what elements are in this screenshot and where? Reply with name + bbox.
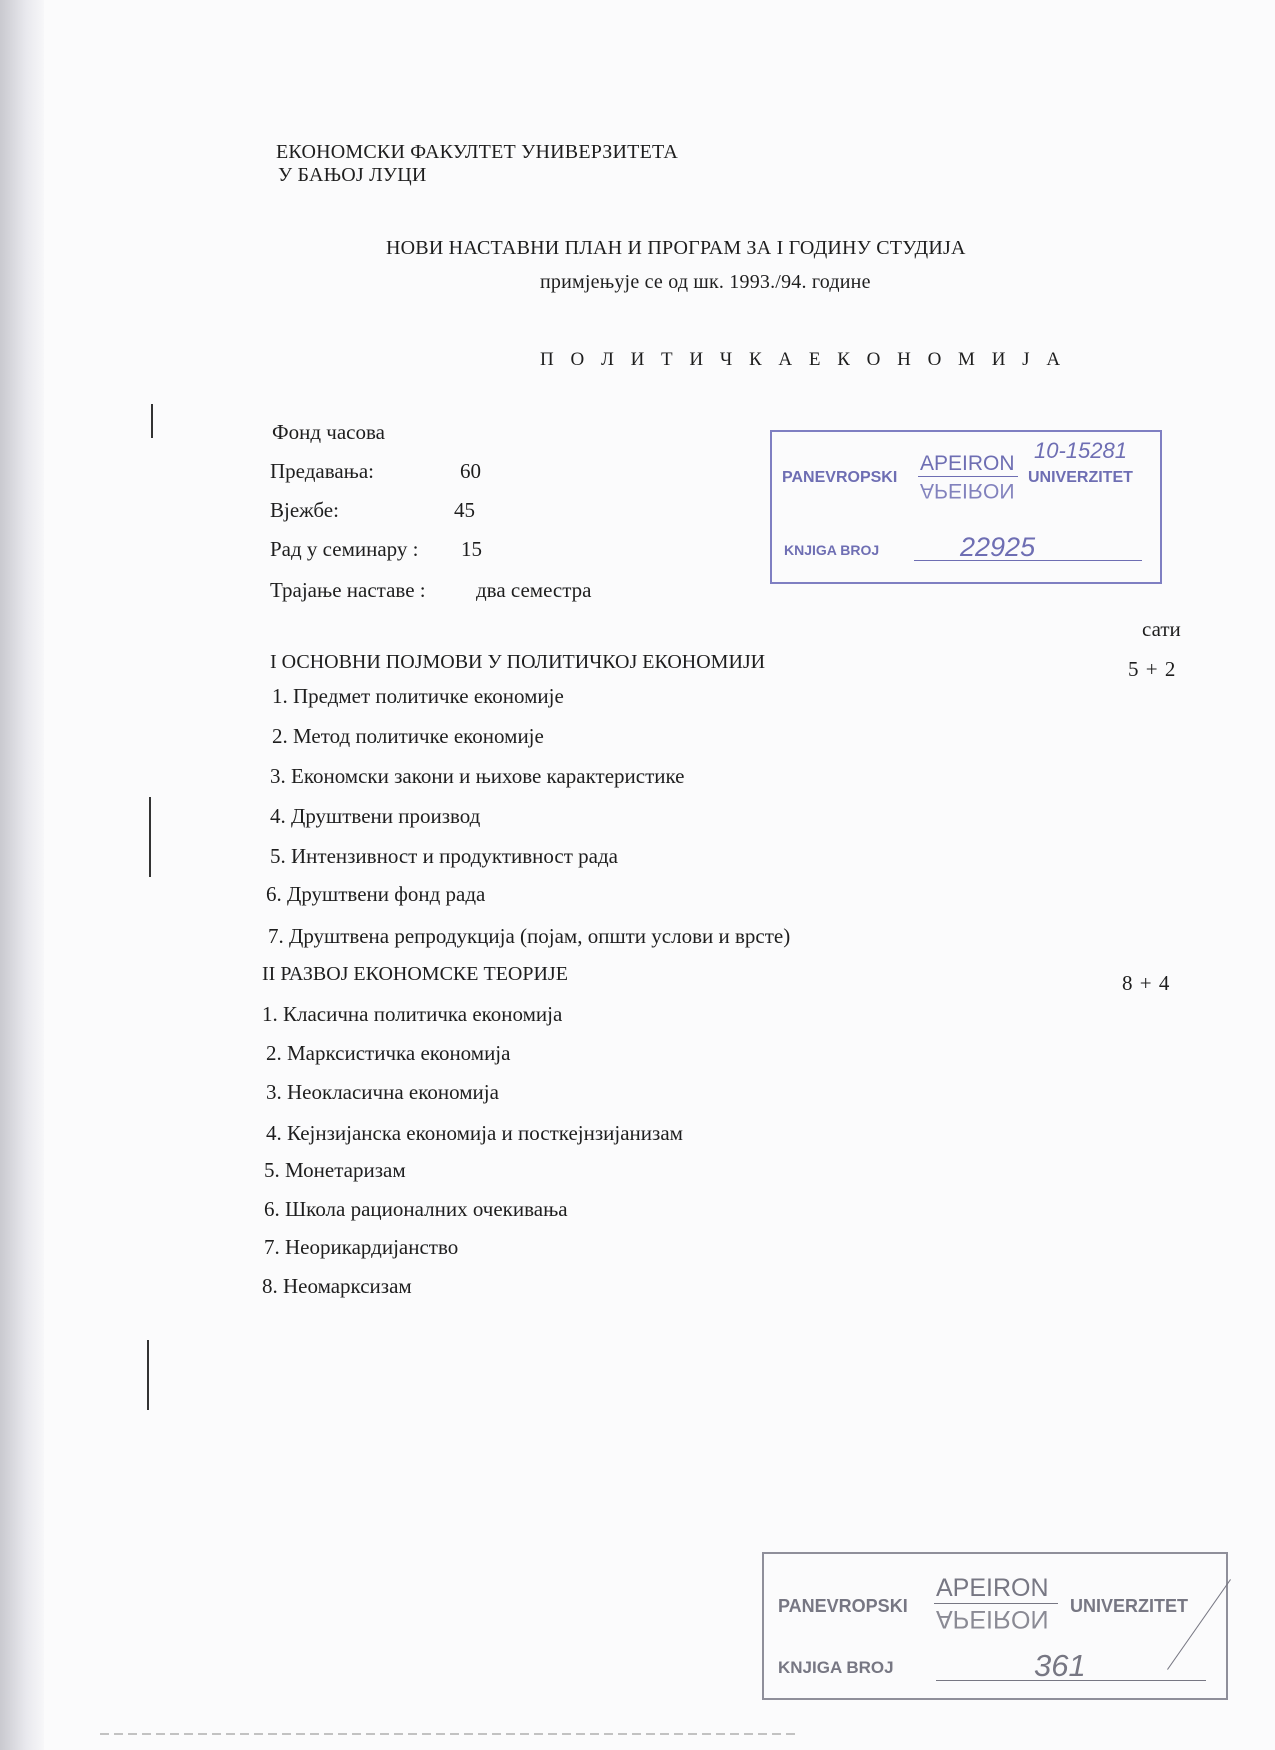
lectures-label: Предавања: [270, 459, 375, 483]
stamp-right-word: UNIVERZITET [1028, 469, 1133, 486]
list-item: 5. Монетаризам [264, 1158, 406, 1182]
stamp-logo-mirror: APEIRON [936, 1605, 1049, 1633]
exercises-label: Вјежбе: [270, 498, 339, 522]
list-item: 2. Метод политичке економије [272, 724, 544, 748]
lectures-value: 60 [460, 459, 481, 483]
list-item: 7. Неорикардијанство [264, 1235, 459, 1259]
list-item: 6. Друштвени фонд рада [266, 882, 486, 906]
binding-mark [147, 1340, 149, 1410]
scan-noise [100, 1733, 800, 1735]
section-2-hours: 8 + 4 [1122, 971, 1171, 995]
stamp-logo-word: APEIRON [936, 1574, 1049, 1602]
library-stamp [770, 430, 1162, 584]
list-item: 4. Кејнзијанска економија и посткејнзијанизам [266, 1121, 683, 1145]
hours-fund-heading: Фонд часова [272, 420, 385, 444]
list-item: 2. Марксистичка економија [266, 1041, 511, 1065]
section-1-hours: 5 + 2 [1128, 657, 1177, 681]
list-item: 4. Друштвени производ [270, 804, 481, 828]
stamp-logo-word: APEIRON [920, 452, 1015, 475]
section-1-title: I ОСНОВНИ ПОЈМОВИ У ПОЛИТИЧКОЈ ЕКОНОМИЈИ [270, 651, 766, 673]
stamp-logo-divider [918, 476, 1018, 477]
section-2-title: II РАЗВОЈ ЕКОНОМСКЕ ТЕОРИЈЕ [262, 963, 568, 985]
binding-mark [149, 797, 151, 877]
plan-title: НОВИ НАСТАВНИ ПЛАН И ПРОГРАМ ЗА I ГОДИНУ СТУДИЈА [386, 237, 966, 259]
list-item: 6. Школа рационалних очекивања [264, 1197, 568, 1221]
list-item: 1. Предмет политичке економије [272, 684, 564, 708]
stamp-left-word: PANEVROPSKI [778, 1596, 908, 1616]
binding-mark [151, 404, 153, 438]
stamp-book-label: KNJIGA BROJ [778, 1658, 894, 1677]
stamp-pen-stroke [1167, 1579, 1231, 1670]
exercises-value: 45 [454, 498, 475, 522]
list-item: 3. Економски закони и њихове карактеристике [270, 764, 685, 788]
stamp-left-word: PANEVROPSKI [782, 469, 898, 486]
stamp-handwritten-ref: 10-15281 [1034, 438, 1127, 463]
stamp-handwritten-number: 22925 [960, 532, 1036, 562]
list-item: 7. Друштвена репродукција (појам, општи услови и врсте) [268, 924, 791, 948]
stamp-right-word: UNIVERZITET [1070, 1596, 1189, 1616]
duration-label: Трајање наставе : [270, 578, 426, 602]
stamp-book-label: KNJIGA BROJ [784, 542, 880, 558]
institution-city: У БАЊОЈ ЛУЦИ [278, 164, 427, 186]
library-stamp [762, 1552, 1228, 1700]
stamp-logo-mirror: APEIRON [920, 479, 1015, 502]
list-item: 8. Неомарксизам [262, 1274, 412, 1298]
duration-value: два семестра [476, 578, 592, 602]
applies-from: примјењује се од шк. 1993./94. године [540, 271, 871, 293]
list-item: 1. Класична политичка економија [262, 1002, 563, 1026]
list-item: 5. Интензивност и продуктивност рада [270, 844, 618, 868]
hours-column-label: сати [1142, 617, 1181, 641]
institution-name: ЕКОНОМСКИ ФАКУЛТЕТ УНИВЕРЗИТЕТА [276, 141, 679, 163]
list-item: 3. Неокласична економија [266, 1080, 499, 1104]
seminar-label: Рад у семинару : [270, 537, 419, 561]
stamp-handwritten-number: 361 [1034, 1648, 1086, 1683]
seminar-value: 15 [461, 537, 482, 561]
subject-title: П О Л И Т И Ч К А Е К О Н О М И Ј А [540, 349, 1067, 370]
